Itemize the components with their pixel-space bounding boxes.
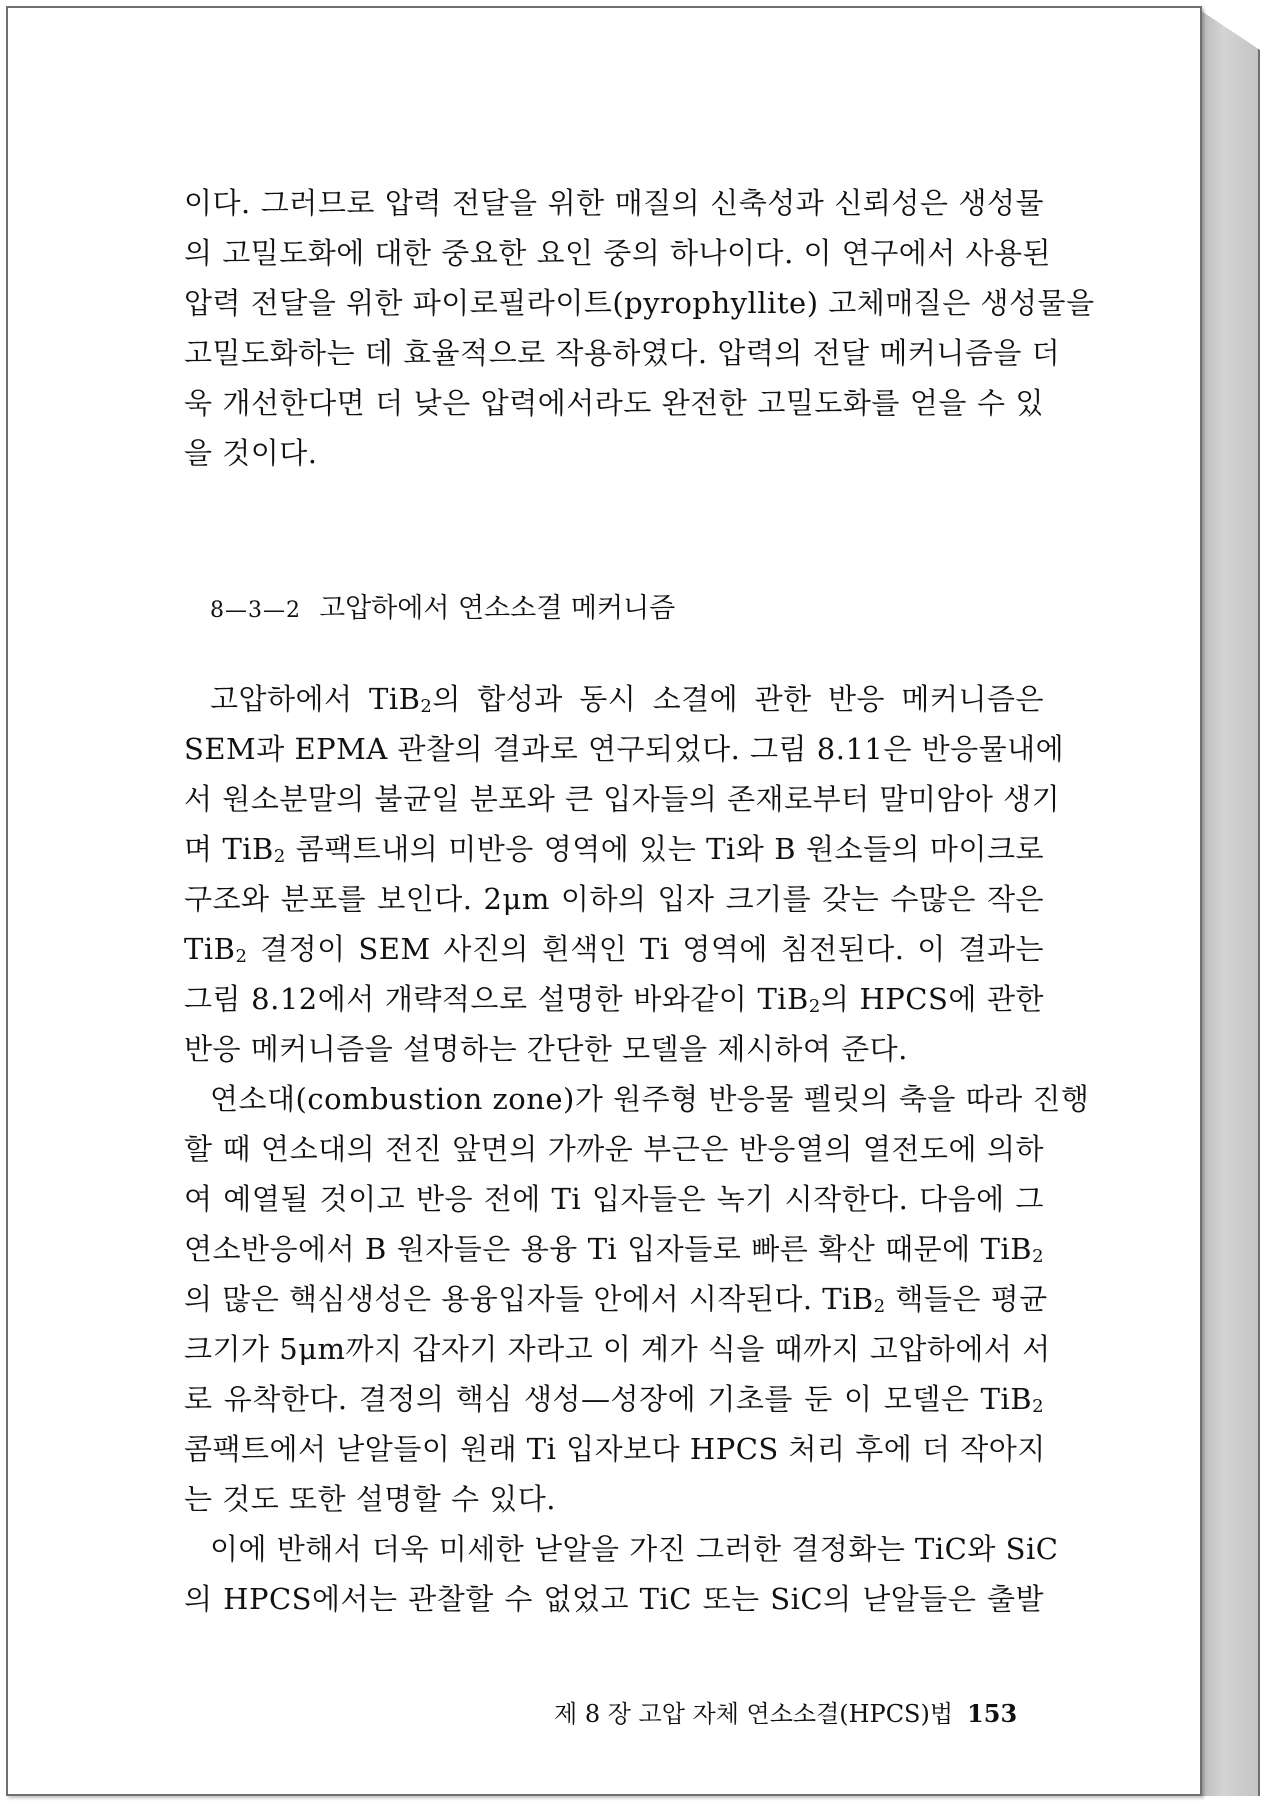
text-line [184,974,1044,1024]
paragraph-4 [184,1524,1059,1624]
text-segment: 로 유착한다. 결정의 핵심 생성—성장에 기초를 둔 이 모델은 TiB [184,1382,1033,1416]
text-line [184,1324,1051,1374]
text-line: 욱 개선한다면 더 낮은 압력에서라도 완전한 고밀도화를 얻을 수 있 [184,386,1044,420]
section-heading [210,586,675,625]
paragraph-1 [184,178,1095,478]
running-footer [554,1694,1017,1729]
text-segment: 할 때 연소대의 전진 앞면의 가까운 부근은 반응열의 열전도에 의하 [184,1132,1044,1166]
text-line [184,824,1044,874]
text-segment: 그림 8.12에서 개략적으로 설명한 바와같이 TiB [184,982,809,1016]
text-line [184,1224,1044,1274]
subscript: 2 [420,696,433,717]
section-title: 고압하에서 연소소결 메커니즘 [319,593,676,624]
text-segment: 콤팩트에서 낟알들이 원래 Ti 입자보다 HPCS 처리 후에 더 작아지 [184,1432,1046,1466]
text-segment: 며 TiB [184,832,274,866]
text-line [184,724,1065,774]
text-line: 고밀도화하는 데 효율적으로 작용하였다. 압력의 전달 메커니즘을 더 [184,336,1061,370]
text-segment: 핵들은 평균 [885,1282,1048,1316]
section-number: 8—3—2 [210,598,301,623]
text-line: 의 HPCS에서는 관찰할 수 없었고 TiC 또는 SiC의 낟알들은 출발 [184,1582,1044,1616]
text-segment: 의 HPCS에 관한 [820,982,1044,1016]
text-line [184,1474,1044,1524]
text-segment: 의 합성과 동시 소결에 관한 반응 메커니즘은 [432,682,1045,716]
text-segment: 고압하에서 TiB [210,682,421,716]
page-thickness-edge [1200,10,1260,1796]
text-line [184,1424,1044,1474]
subscript: 2 [1032,1246,1044,1267]
text-segment: 구조와 분포를 보인다. 2μm 이하의 입자 크기를 갖는 수많은 작은 [184,882,1044,916]
text-segment: 콤팩트내의 미반응 영역에 있는 Ti와 B 원소들의 마이크로 [285,832,1044,866]
text-segment: 의 많은 핵심생성은 용융입자들 안에서 시작된다. TiB [184,1282,874,1316]
text-line [184,1074,1090,1124]
text-line: 의 고밀도화에 대한 중요한 요인 중의 하나이다. 이 연구에서 사용된 [184,236,1052,270]
text-line [184,1274,1048,1324]
subscript: 2 [808,996,821,1017]
text-segment: 결정이 SEM 사진의 흰색인 Ti 영역에 침전된다. 이 결과는 [247,932,1044,966]
subscript: 2 [273,846,286,867]
text-segment: 는 것도 또한 설명할 수 있다. [184,1482,556,1516]
chapter-title: 제 8 장 고압 자체 연소소결(HPCS)법 [554,1700,954,1728]
text-line [184,674,1044,724]
paragraph-2 [184,674,1065,1074]
page-number: 153 [967,1699,1018,1728]
text-segment: 크기가 5μm까지 갑자기 자라고 이 계가 식을 때까지 고압하에서 서 [184,1332,1051,1366]
subscript: 2 [1032,1396,1044,1417]
text-line: 이에 반해서 더욱 미세한 낟알을 가진 그러한 결정화는 TiC와 SiC [210,1532,1059,1566]
subscript: 2 [235,946,248,967]
text-segment: 서 원소분말의 불균일 분포와 큰 입자들의 존재로부터 말미암아 생기 [184,782,1061,816]
text-segment: 연소대(combustion zone)가 원주형 반응물 펠릿의 축을 따라 진행 [210,1082,1090,1116]
text-segment: 여 예열될 것이고 반응 전에 Ti 입자들은 녹기 시작한다. 다음에 그 [184,1182,1044,1216]
text-line: 압력 전달을 위한 파이로필라이트(pyrophyllite) 고체매질은 생성물을 [184,286,1095,320]
text-line [184,1124,1044,1174]
subscript: 2 [873,1296,886,1317]
paragraph-3 [184,1074,1090,1524]
text-line [184,874,1044,924]
text-line [184,1174,1044,1224]
text-line [184,924,1044,974]
text-line [184,1024,1044,1074]
text-segment: SEM과 EPMA 관찰의 결과로 연구되었다. 그림 8.11은 반응물내에 [184,732,1065,766]
text-segment: 연소반응에서 B 원자들은 용융 Ti 입자들로 빠른 확산 때문에 TiB [184,1232,1033,1266]
text-segment: TiB [184,932,236,966]
text-segment: 반응 메커니즘을 설명하는 간단한 모델을 제시하여 준다. [184,1032,908,1066]
text-line [184,1374,1044,1424]
text-line: 이다. 그러므로 압력 전달을 위한 매질의 신축성과 신뢰성은 생성물 [184,186,1044,220]
text-line: 을 것이다. [184,436,318,470]
text-line [184,774,1061,824]
